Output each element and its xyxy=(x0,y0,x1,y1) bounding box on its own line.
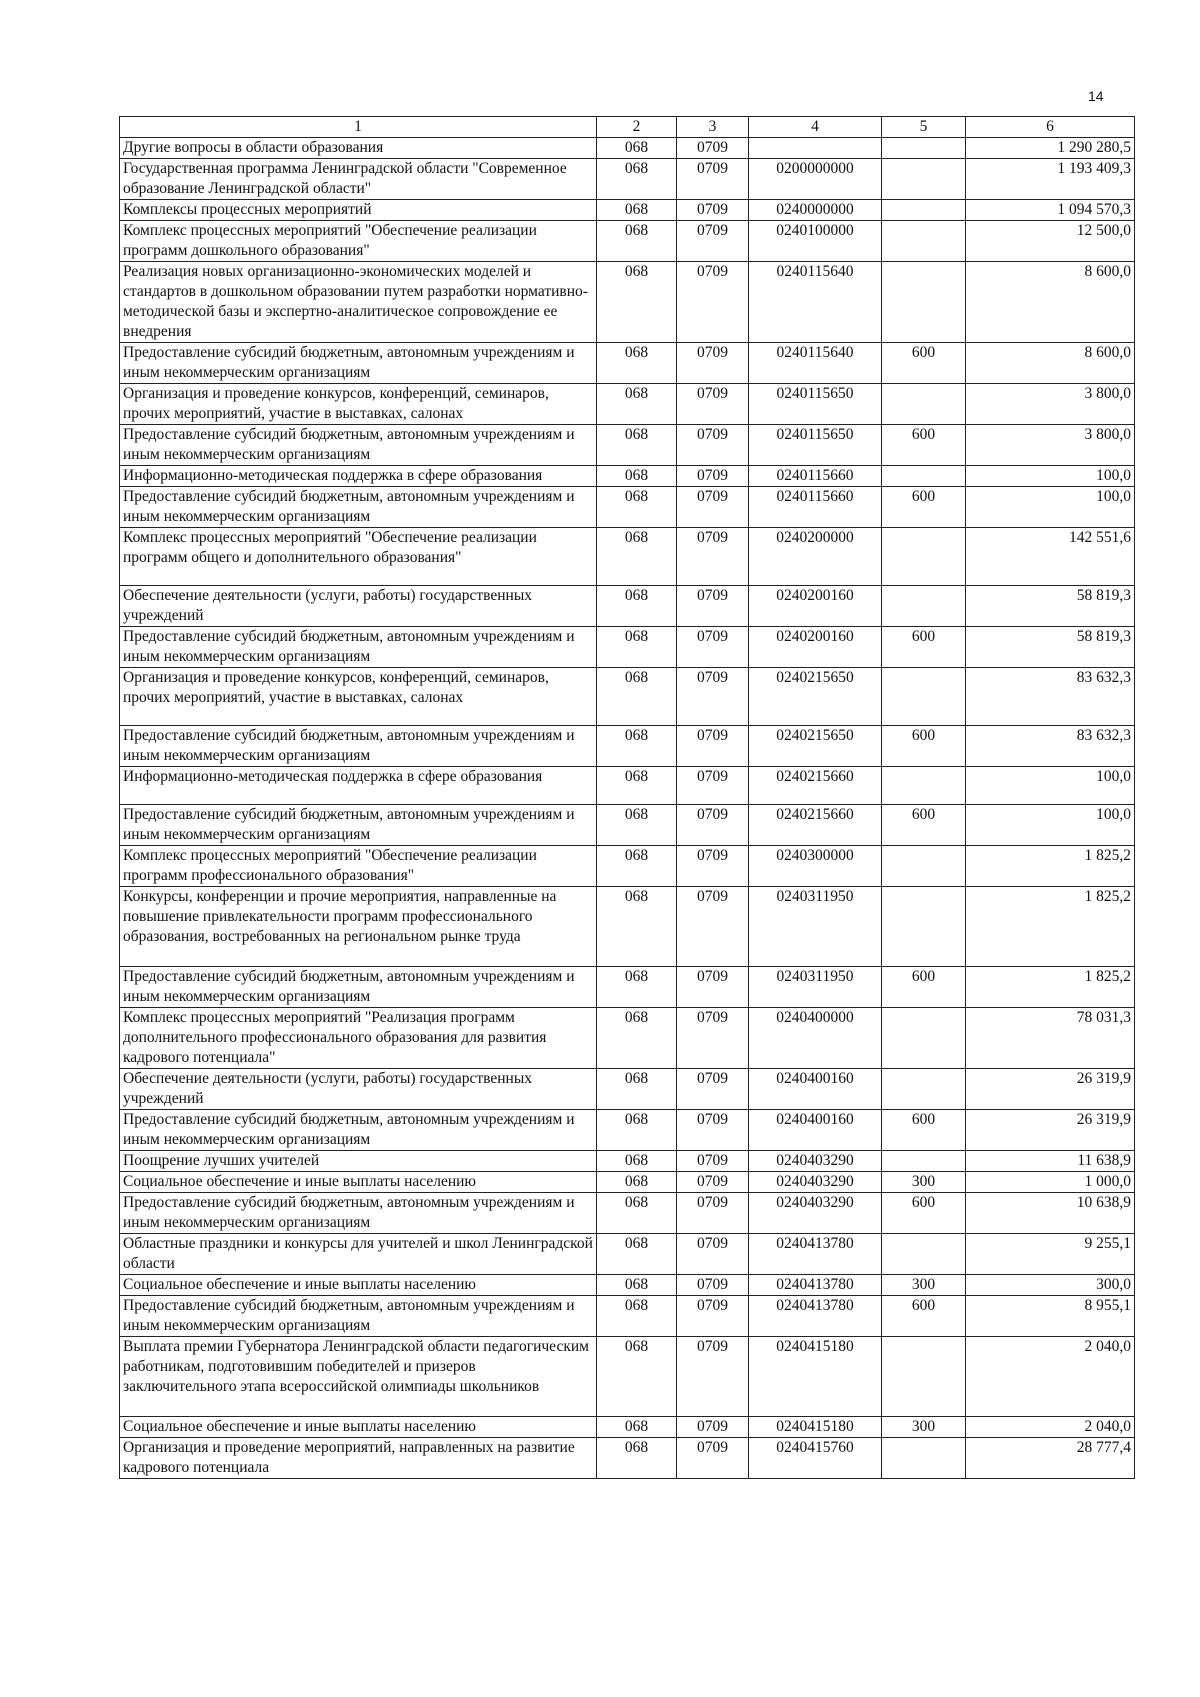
column-number: 3 xyxy=(677,117,749,138)
expense-type-code xyxy=(882,1151,966,1172)
section-code: 0709 xyxy=(677,1151,749,1172)
amount-value: 11 638,9 xyxy=(966,1151,1135,1172)
table-row xyxy=(120,1172,1135,1193)
row-name: Информационно-методическая поддержка в сфере образования xyxy=(120,466,597,487)
row-name: Выплата премии Губернатора Ленинградской области педагогическим работникам, подготовившим победителей и призеров заключительного этапа всероссийской олимпиады школьников xyxy=(120,1337,597,1417)
section-code: 0709 xyxy=(677,1008,749,1069)
expense-type-code: 600 xyxy=(882,487,966,528)
row-name: Предоставление субсидий бюджетным, автономным учреждениям и иным некоммерческим организациям xyxy=(120,487,597,528)
section-code: 0709 xyxy=(677,805,749,846)
section-code: 0709 xyxy=(677,200,749,221)
table-row xyxy=(120,887,1135,967)
expense-type-code xyxy=(882,1438,966,1479)
row-name: Предоставление субсидий бюджетным, автономным учреждениям и иным некоммерческим организациям xyxy=(120,627,597,668)
amount-value: 78 031,3 xyxy=(966,1008,1135,1069)
table-row xyxy=(120,967,1135,1008)
expense-type-code: 600 xyxy=(882,425,966,466)
expense-type-code: 600 xyxy=(882,1296,966,1337)
target-code: 0240115660 xyxy=(749,466,882,487)
amount-value: 8 955,1 xyxy=(966,1296,1135,1337)
amount-value: 83 632,3 xyxy=(966,668,1135,726)
row-name: Комплекс процессных мероприятий "Обеспечение реализации программ профессионального образования" xyxy=(120,846,597,887)
row-name: Предоставление субсидий бюджетным, автономным учреждениям и иным некоммерческим организациям xyxy=(120,1296,597,1337)
ministry-code: 068 xyxy=(597,1234,677,1275)
row-name: Поощрение лучших учителей xyxy=(120,1151,597,1172)
target-code: 0240300000 xyxy=(749,846,882,887)
ministry-code: 068 xyxy=(597,1438,677,1479)
row-name: Предоставление субсидий бюджетным, автономным учреждениям и иным некоммерческим организациям xyxy=(120,805,597,846)
row-name: Комплекс процессных мероприятий "Обеспечение реализации программ общего и дополнительного образования" xyxy=(120,528,597,586)
ministry-code: 068 xyxy=(597,805,677,846)
amount-value: 83 632,3 xyxy=(966,726,1135,767)
ministry-code: 068 xyxy=(597,138,677,159)
amount-value: 9 255,1 xyxy=(966,1234,1135,1275)
target-code: 0240200000 xyxy=(749,528,882,586)
section-code: 0709 xyxy=(677,967,749,1008)
section-code: 0709 xyxy=(677,1172,749,1193)
table-row xyxy=(120,846,1135,887)
amount-value: 142 551,6 xyxy=(966,528,1135,586)
amount-value: 12 500,0 xyxy=(966,221,1135,262)
row-name: Конкурсы, конференции и прочие мероприятия, направленные на повышение привлекательности программ профессионального образования, востребованных на региональном рынке труда xyxy=(120,887,597,967)
column-number: 4 xyxy=(749,117,882,138)
expense-type-code: 600 xyxy=(882,967,966,1008)
target-code: 0240415180 xyxy=(749,1337,882,1417)
target-code: 0240415180 xyxy=(749,1417,882,1438)
target-code: 0240215650 xyxy=(749,726,882,767)
amount-value: 26 319,9 xyxy=(966,1069,1135,1110)
ministry-code: 068 xyxy=(597,1193,677,1234)
expense-type-code xyxy=(882,1069,966,1110)
section-code: 0709 xyxy=(677,586,749,627)
expense-type-code: 600 xyxy=(882,1110,966,1151)
ministry-code: 068 xyxy=(597,1296,677,1337)
column-number: 6 xyxy=(966,117,1135,138)
row-name: Социальное обеспечение и иные выплаты населению xyxy=(120,1275,597,1296)
expense-type-code xyxy=(882,887,966,967)
row-name: Предоставление субсидий бюджетным, автономным учреждениям и иным некоммерческим организациям xyxy=(120,343,597,384)
amount-value: 300,0 xyxy=(966,1275,1135,1296)
expense-type-code xyxy=(882,668,966,726)
target-code: 0240403290 xyxy=(749,1151,882,1172)
ministry-code: 068 xyxy=(597,200,677,221)
table-row xyxy=(120,343,1135,384)
expense-type-code xyxy=(882,1234,966,1275)
expense-type-code xyxy=(882,528,966,586)
target-code: 0240200160 xyxy=(749,627,882,668)
section-code: 0709 xyxy=(677,384,749,425)
amount-value: 100,0 xyxy=(966,767,1135,805)
table-row xyxy=(120,1417,1135,1438)
section-code: 0709 xyxy=(677,1234,749,1275)
section-code: 0709 xyxy=(677,138,749,159)
row-name: Предоставление субсидий бюджетным, автономным учреждениям и иным некоммерческим организациям xyxy=(120,1110,597,1151)
expense-type-code xyxy=(882,846,966,887)
table-row xyxy=(120,138,1135,159)
section-code: 0709 xyxy=(677,1438,749,1479)
row-name: Другие вопросы в области образования xyxy=(120,138,597,159)
section-code: 0709 xyxy=(677,343,749,384)
column-number: 1 xyxy=(120,117,597,138)
row-name: Обеспечение деятельности (услуги, работы) государственных учреждений xyxy=(120,1069,597,1110)
section-code: 0709 xyxy=(677,767,749,805)
target-code: 0240115640 xyxy=(749,262,882,343)
row-name: Социальное обеспечение и иные выплаты населению xyxy=(120,1417,597,1438)
row-name: Организация и проведение конкурсов, конференций, семинаров, прочих мероприятий, участие в выставках, салонах xyxy=(120,384,597,425)
table-row xyxy=(120,200,1135,221)
expense-type-code xyxy=(882,466,966,487)
ministry-code: 068 xyxy=(597,846,677,887)
table-row xyxy=(120,586,1135,627)
row-name: Государственная программа Ленинградской области "Современное образование Ленинградской области" xyxy=(120,159,597,200)
target-code: 0240400000 xyxy=(749,1008,882,1069)
target-code: 0240100000 xyxy=(749,221,882,262)
row-name: Комплексы процессных мероприятий xyxy=(120,200,597,221)
expense-type-code: 300 xyxy=(882,1172,966,1193)
amount-value: 58 819,3 xyxy=(966,627,1135,668)
ministry-code: 068 xyxy=(597,343,677,384)
table-row xyxy=(120,159,1135,200)
section-code: 0709 xyxy=(677,425,749,466)
amount-value: 3 800,0 xyxy=(966,384,1135,425)
ministry-code: 068 xyxy=(597,159,677,200)
section-code: 0709 xyxy=(677,1337,749,1417)
expense-type-code xyxy=(882,262,966,343)
amount-value: 1 825,2 xyxy=(966,967,1135,1008)
expense-type-code: 300 xyxy=(882,1417,966,1438)
table-row xyxy=(120,466,1135,487)
ministry-code: 068 xyxy=(597,1275,677,1296)
section-code: 0709 xyxy=(677,466,749,487)
row-name: Предоставление субсидий бюджетным, автономным учреждениям и иным некоммерческим организациям xyxy=(120,425,597,466)
budget-table xyxy=(119,116,1135,1479)
table-row xyxy=(120,1296,1135,1337)
row-name: Организация и проведение конкурсов, конференций, семинаров, прочих мероприятий, участие в выставках, салонах xyxy=(120,668,597,726)
row-name: Комплекс процессных мероприятий "Обеспечение реализации программ дошкольного образования" xyxy=(120,221,597,262)
amount-value: 1 094 570,3 xyxy=(966,200,1135,221)
table-row xyxy=(120,425,1135,466)
amount-value: 1 825,2 xyxy=(966,846,1135,887)
table-row xyxy=(120,221,1135,262)
expense-type-code xyxy=(882,1337,966,1417)
table-row xyxy=(120,1438,1135,1479)
target-code: 0240000000 xyxy=(749,200,882,221)
amount-value: 1 000,0 xyxy=(966,1172,1135,1193)
table-row xyxy=(120,726,1135,767)
target-code: 0240215650 xyxy=(749,668,882,726)
ministry-code: 068 xyxy=(597,627,677,668)
target-code: 0200000000 xyxy=(749,159,882,200)
section-code: 0709 xyxy=(677,487,749,528)
ministry-code: 068 xyxy=(597,466,677,487)
row-name: Социальное обеспечение и иные выплаты населению xyxy=(120,1172,597,1193)
expense-type-code: 600 xyxy=(882,805,966,846)
section-code: 0709 xyxy=(677,1069,749,1110)
ministry-code: 068 xyxy=(597,262,677,343)
expense-type-code xyxy=(882,586,966,627)
target-code: 0240115660 xyxy=(749,487,882,528)
ministry-code: 068 xyxy=(597,487,677,528)
target-code: 0240415760 xyxy=(749,1438,882,1479)
section-code: 0709 xyxy=(677,1193,749,1234)
row-name: Организация и проведение мероприятий, направленных на развитие кадрового потенциала xyxy=(120,1438,597,1479)
amount-value: 1 290 280,5 xyxy=(966,138,1135,159)
amount-value: 2 040,0 xyxy=(966,1417,1135,1438)
table-row xyxy=(120,262,1135,343)
row-name: Предоставление субсидий бюджетным, автономным учреждениям и иным некоммерческим организациям xyxy=(120,967,597,1008)
row-name: Информационно-методическая поддержка в сфере образования xyxy=(120,767,597,805)
section-code: 0709 xyxy=(677,262,749,343)
target-code: 0240403290 xyxy=(749,1172,882,1193)
row-name: Обеспечение деятельности (услуги, работы) государственных учреждений xyxy=(120,586,597,627)
table-row xyxy=(120,627,1135,668)
table-row xyxy=(120,668,1135,726)
target-code: 0240413780 xyxy=(749,1275,882,1296)
expense-type-code xyxy=(882,138,966,159)
column-number: 5 xyxy=(882,117,966,138)
target-code: 0240311950 xyxy=(749,967,882,1008)
section-code: 0709 xyxy=(677,846,749,887)
section-code: 0709 xyxy=(677,1417,749,1438)
expense-type-code: 300 xyxy=(882,1275,966,1296)
table-row xyxy=(120,1069,1135,1110)
ministry-code: 068 xyxy=(597,528,677,586)
expense-type-code xyxy=(882,200,966,221)
section-code: 0709 xyxy=(677,159,749,200)
page-number: 14 xyxy=(1088,88,1104,104)
section-code: 0709 xyxy=(677,1110,749,1151)
section-code: 0709 xyxy=(677,1296,749,1337)
row-name: Предоставление субсидий бюджетным, автономным учреждениям и иным некоммерческим организациям xyxy=(120,726,597,767)
row-name: Предоставление субсидий бюджетным, автономным учреждениям и иным некоммерческим организациям xyxy=(120,1193,597,1234)
table-row xyxy=(120,767,1135,805)
amount-value: 26 319,9 xyxy=(966,1110,1135,1151)
amount-value: 8 600,0 xyxy=(966,262,1135,343)
ministry-code: 068 xyxy=(597,1069,677,1110)
section-code: 0709 xyxy=(677,528,749,586)
amount-value: 100,0 xyxy=(966,805,1135,846)
expense-type-code: 600 xyxy=(882,1193,966,1234)
section-code: 0709 xyxy=(677,221,749,262)
target-code: 0240413780 xyxy=(749,1234,882,1275)
ministry-code: 068 xyxy=(597,726,677,767)
expense-type-code: 600 xyxy=(882,726,966,767)
table-row xyxy=(120,1110,1135,1151)
target-code xyxy=(749,138,882,159)
target-code: 0240400160 xyxy=(749,1069,882,1110)
table-row xyxy=(120,1193,1135,1234)
expense-type-code xyxy=(882,1008,966,1069)
target-code: 0240115650 xyxy=(749,425,882,466)
ministry-code: 068 xyxy=(597,1110,677,1151)
section-code: 0709 xyxy=(677,627,749,668)
expense-type-code xyxy=(882,767,966,805)
ministry-code: 068 xyxy=(597,586,677,627)
table-row xyxy=(120,1151,1135,1172)
table-row xyxy=(120,1337,1135,1417)
ministry-code: 068 xyxy=(597,1172,677,1193)
table-row xyxy=(120,528,1135,586)
amount-value: 100,0 xyxy=(966,466,1135,487)
amount-value: 10 638,9 xyxy=(966,1193,1135,1234)
ministry-code: 068 xyxy=(597,384,677,425)
section-code: 0709 xyxy=(677,668,749,726)
table-row xyxy=(120,1008,1135,1069)
expense-type-code: 600 xyxy=(882,343,966,384)
table-row xyxy=(120,1275,1135,1296)
target-code: 0240200160 xyxy=(749,586,882,627)
ministry-code: 068 xyxy=(597,887,677,967)
target-code: 0240115650 xyxy=(749,384,882,425)
amount-value: 2 040,0 xyxy=(966,1337,1135,1417)
table-body xyxy=(120,138,1135,1479)
amount-value: 1 825,2 xyxy=(966,887,1135,967)
expense-type-code xyxy=(882,384,966,425)
target-code: 0240215660 xyxy=(749,805,882,846)
amount-value: 3 800,0 xyxy=(966,425,1135,466)
expense-type-code: 600 xyxy=(882,627,966,668)
ministry-code: 068 xyxy=(597,967,677,1008)
ministry-code: 068 xyxy=(597,221,677,262)
ministry-code: 068 xyxy=(597,1337,677,1417)
target-code: 0240403290 xyxy=(749,1193,882,1234)
target-code: 0240311950 xyxy=(749,887,882,967)
column-number: 2 xyxy=(597,117,677,138)
table-row xyxy=(120,1234,1135,1275)
target-code: 0240215660 xyxy=(749,767,882,805)
row-name: Реализация новых организационно-экономических моделей и стандартов в дошкольном образовании путем разработки нормативно-методической базы и экспертно-аналитическое сопровождение ее внедрения xyxy=(120,262,597,343)
column-number-row xyxy=(120,117,1135,138)
row-name: Областные праздники и конкурсы для учителей и школ Ленинградской области xyxy=(120,1234,597,1275)
section-code: 0709 xyxy=(677,887,749,967)
amount-value: 100,0 xyxy=(966,487,1135,528)
row-name: Комплекс процессных мероприятий "Реализация программ дополнительного профессионального образования для развития кадрового потенциала" xyxy=(120,1008,597,1069)
amount-value: 58 819,3 xyxy=(966,586,1135,627)
ministry-code: 068 xyxy=(597,1417,677,1438)
ministry-code: 068 xyxy=(597,1151,677,1172)
target-code: 0240400160 xyxy=(749,1110,882,1151)
ministry-code: 068 xyxy=(597,425,677,466)
amount-value: 28 777,4 xyxy=(966,1438,1135,1479)
expense-type-code xyxy=(882,159,966,200)
section-code: 0709 xyxy=(677,1275,749,1296)
ministry-code: 068 xyxy=(597,767,677,805)
target-code: 0240413780 xyxy=(749,1296,882,1337)
ministry-code: 068 xyxy=(597,668,677,726)
expense-type-code xyxy=(882,221,966,262)
target-code: 0240115640 xyxy=(749,343,882,384)
ministry-code: 068 xyxy=(597,1008,677,1069)
table-row xyxy=(120,805,1135,846)
table-row xyxy=(120,487,1135,528)
amount-value: 1 193 409,3 xyxy=(966,159,1135,200)
amount-value: 8 600,0 xyxy=(966,343,1135,384)
section-code: 0709 xyxy=(677,726,749,767)
table-row xyxy=(120,384,1135,425)
